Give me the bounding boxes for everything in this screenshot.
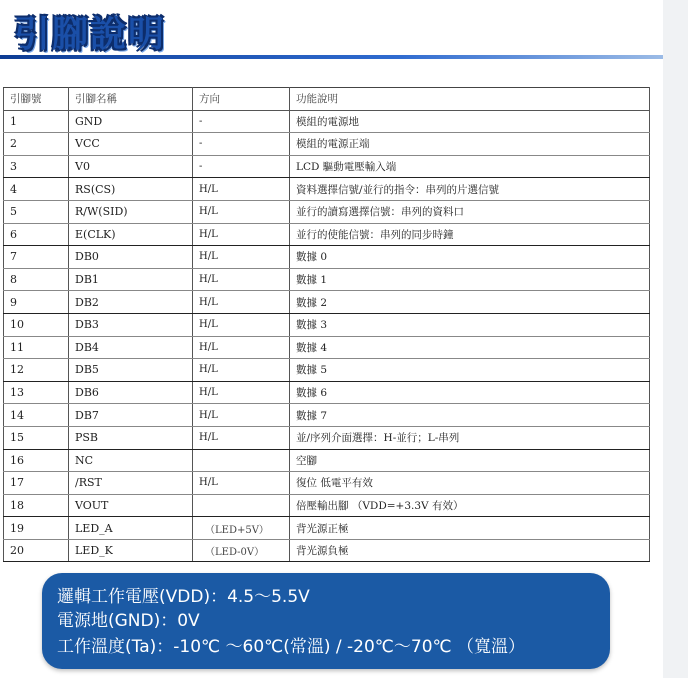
- function-cell: 數據 4: [290, 336, 650, 359]
- function-cell: 空腳: [290, 449, 650, 472]
- spec-temperature: 工作溫度(Ta)：-10℃ ～60℃(常溫) / -20℃～70℃ （寬溫）: [57, 637, 526, 657]
- table-row: [4, 426, 650, 449]
- right-margin-strip: [663, 0, 688, 678]
- pin-number-cell: 7: [4, 246, 69, 269]
- pin-name-cell: DB0: [69, 246, 193, 269]
- function-cell: 模組的電源正端: [290, 133, 650, 156]
- header-name: 引腳名稱: [69, 88, 193, 111]
- pin-number-cell: 17: [4, 472, 69, 495]
- table-row: [4, 133, 650, 156]
- pin-name-cell: LED_A: [69, 517, 193, 540]
- table-row: [4, 268, 650, 291]
- spec-box: [42, 573, 610, 669]
- pin-number-cell: 1: [4, 110, 69, 133]
- table-row: [4, 404, 650, 427]
- title-underline: [0, 55, 663, 59]
- pin-name-cell: GND: [69, 110, 193, 133]
- pin-name-cell: DB5: [69, 359, 193, 382]
- pin-name-cell: /RST: [69, 472, 193, 495]
- pin-number-cell: 8: [4, 268, 69, 291]
- pin-name-cell: DB4: [69, 336, 193, 359]
- pin-name-cell: NC: [69, 449, 193, 472]
- direction-cell: H/L: [193, 472, 290, 495]
- direction-cell: H/L: [193, 246, 290, 269]
- pin-name-cell: LED_K: [69, 539, 193, 562]
- pin-number-cell: 11: [4, 336, 69, 359]
- pin-number-cell: 12: [4, 359, 69, 382]
- pin-name-cell: DB2: [69, 291, 193, 314]
- pin-name-cell: R/W(SID): [69, 200, 193, 223]
- function-cell: 背光源負極: [290, 539, 650, 562]
- pin-number-cell: 20: [4, 539, 69, 562]
- pin-number-cell: 19: [4, 517, 69, 540]
- pin-name-cell: VCC: [69, 133, 193, 156]
- pin-name-cell: RS(CS): [69, 178, 193, 201]
- page-title: 引腳說明: [14, 14, 167, 55]
- pin-number-cell: 10: [4, 313, 69, 336]
- function-cell: 數據 1: [290, 268, 650, 291]
- direction-cell: H/L: [193, 268, 290, 291]
- pin-number-cell: 15: [4, 426, 69, 449]
- pin-name-cell: DB6: [69, 381, 193, 404]
- direction-cell: [193, 449, 290, 472]
- direction-cell: H/L: [193, 313, 290, 336]
- pin-number-cell: 6: [4, 223, 69, 246]
- direction-cell: -: [193, 155, 290, 178]
- function-cell: 數據 5: [290, 359, 650, 382]
- direction-cell: （LED+5V）: [193, 517, 290, 540]
- direction-cell: H/L: [193, 404, 290, 427]
- pin-name-cell: E(CLK): [69, 223, 193, 246]
- pin-name-cell: DB1: [69, 268, 193, 291]
- function-cell: 數據 7: [290, 404, 650, 427]
- function-cell: 並行的讀寫選擇信號：串列的資料口: [290, 200, 650, 223]
- function-cell: 模組的電源地: [290, 110, 650, 133]
- direction-cell: H/L: [193, 200, 290, 223]
- pin-number-cell: 13: [4, 381, 69, 404]
- pin-number-cell: 9: [4, 291, 69, 314]
- table-row: [4, 178, 650, 201]
- table-row: [4, 291, 650, 314]
- function-cell: 資料選擇信號/並行的指令：串列的片選信號: [290, 178, 650, 201]
- function-cell: 倍壓輸出腳 （VDD=+3.3V 有效）: [290, 494, 650, 517]
- direction-cell: H/L: [193, 178, 290, 201]
- table-row: [4, 359, 650, 382]
- table-row: [4, 381, 650, 404]
- spec-logic-voltage: 邏輯工作電壓(VDD)：4.5～5.5V: [57, 587, 310, 607]
- pin-number-cell: 2: [4, 133, 69, 156]
- pin-name-cell: DB7: [69, 404, 193, 427]
- direction-cell: （LED-0V）: [193, 539, 290, 562]
- direction-cell: -: [193, 110, 290, 133]
- function-cell: 並/序列介面選擇：H-並行；L-串列: [290, 426, 650, 449]
- header-pin: 引腳號: [4, 88, 69, 111]
- table-row: [4, 539, 650, 562]
- function-cell: 數據 0: [290, 246, 650, 269]
- direction-cell: H/L: [193, 223, 290, 246]
- table-row: [4, 472, 650, 495]
- pin-name-cell: V0: [69, 155, 193, 178]
- direction-cell: H/L: [193, 336, 290, 359]
- spec-ground: 電源地(GND)：0V: [57, 611, 200, 631]
- table-row: [4, 246, 650, 269]
- table-row: [4, 223, 650, 246]
- table-row: [4, 494, 650, 517]
- table-row: [4, 336, 650, 359]
- direction-cell: H/L: [193, 381, 290, 404]
- table-row: [4, 200, 650, 223]
- table-row: [4, 155, 650, 178]
- function-cell: LCD 驅動電壓輸入端: [290, 155, 650, 178]
- pin-number-cell: 5: [4, 200, 69, 223]
- pin-name-cell: VOUT: [69, 494, 193, 517]
- pin-name-cell: DB3: [69, 313, 193, 336]
- function-cell: 數據 2: [290, 291, 650, 314]
- direction-cell: H/L: [193, 291, 290, 314]
- pin-number-cell: 4: [4, 178, 69, 201]
- pin-number-cell: 14: [4, 404, 69, 427]
- table-row: [4, 449, 650, 472]
- pin-name-cell: PSB: [69, 426, 193, 449]
- function-cell: 復位 低電平有效: [290, 472, 650, 495]
- function-cell: 並行的使能信號：串列的同步時鐘: [290, 223, 650, 246]
- header-direction: 方向: [193, 88, 290, 111]
- direction-cell: H/L: [193, 426, 290, 449]
- direction-cell: -: [193, 133, 290, 156]
- pin-number-cell: 3: [4, 155, 69, 178]
- pin-table-body: [4, 110, 650, 562]
- pin-table: [3, 87, 650, 562]
- pin-number-cell: 18: [4, 494, 69, 517]
- function-cell: 背光源正極: [290, 517, 650, 540]
- function-cell: 數據 6: [290, 381, 650, 404]
- function-cell: 數據 3: [290, 313, 650, 336]
- header-function: 功能說明: [290, 88, 650, 111]
- direction-cell: [193, 494, 290, 517]
- table-row: [4, 313, 650, 336]
- table-row: [4, 517, 650, 540]
- direction-cell: H/L: [193, 359, 290, 382]
- table-row: [4, 110, 650, 133]
- table-header-row: [4, 88, 650, 111]
- pin-number-cell: 16: [4, 449, 69, 472]
